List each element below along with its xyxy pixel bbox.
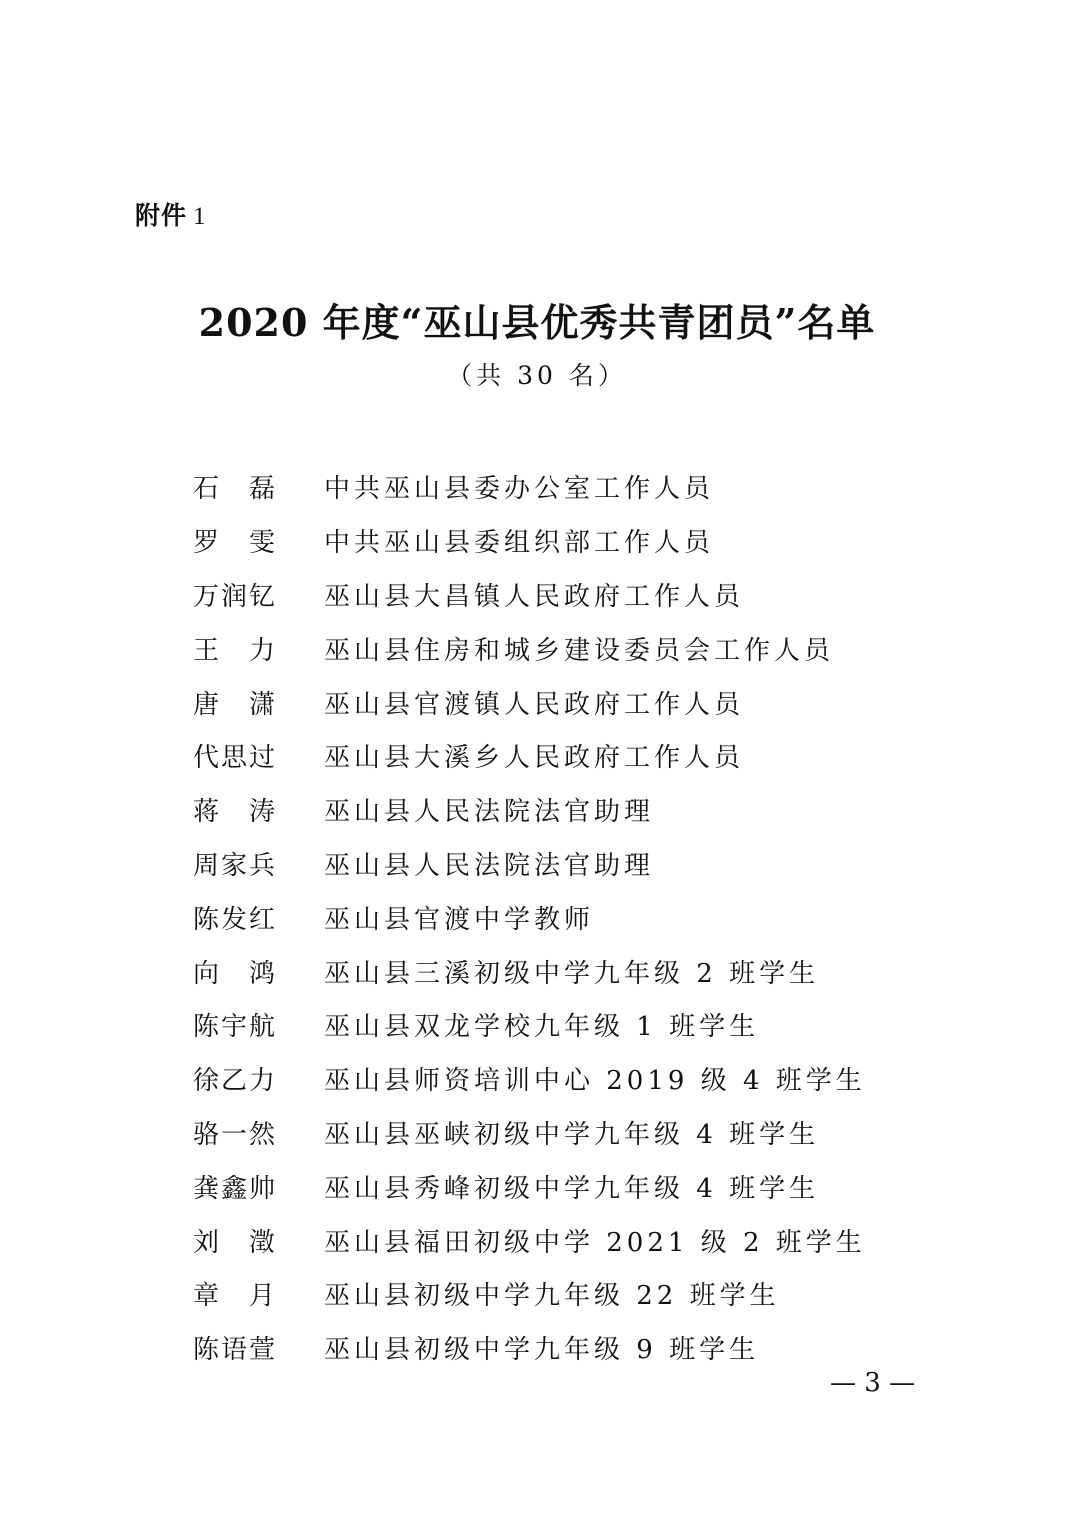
honoree-name: 陈宇航 xyxy=(193,1012,278,1043)
list-item xyxy=(193,998,866,1052)
honoree-list xyxy=(193,460,866,1375)
list-item xyxy=(193,944,866,998)
honoree-unit: 巫山县官渡镇人民政府工作人员 xyxy=(324,689,745,720)
list-item xyxy=(193,1213,866,1267)
list-item xyxy=(193,675,866,729)
attachment-label xyxy=(135,196,207,232)
honoree-name: 代思过 xyxy=(193,743,278,774)
honoree-name: 骆一然 xyxy=(193,1119,278,1150)
honoree-name: 刘澂 xyxy=(193,1227,306,1258)
list-item xyxy=(193,729,866,783)
list-item xyxy=(193,1267,866,1321)
page-number: — 3 — xyxy=(830,1368,916,1398)
honoree-unit: 巫山县人民法院法官助理 xyxy=(324,797,655,828)
honoree-name: 罗雯 xyxy=(193,528,306,559)
honoree-unit: 巫山县住房和城乡建设委员会工作人员 xyxy=(324,635,835,666)
honoree-unit: 巫山县福田初级中学 2021 级 2 班学生 xyxy=(324,1227,866,1258)
honoree-unit: 中共巫山县委办公室工作人员 xyxy=(324,474,715,505)
honoree-unit: 巫山县初级中学九年级 9 班学生 xyxy=(324,1335,760,1366)
list-item xyxy=(193,837,866,891)
honoree-name: 蒋涛 xyxy=(193,797,306,828)
honoree-name: 唐潇 xyxy=(193,689,306,720)
honoree-name: 龚鑫帅 xyxy=(193,1173,278,1204)
list-item xyxy=(193,1159,866,1213)
honoree-unit: 巫山县三溪初级中学九年级 2 班学生 xyxy=(324,958,820,989)
list-item xyxy=(193,1106,866,1160)
list-item xyxy=(193,890,866,944)
honoree-name: 徐乙力 xyxy=(193,1066,278,1097)
honoree-name: 陈语萱 xyxy=(193,1335,278,1366)
honoree-unit: 巫山县人民法院法官助理 xyxy=(324,850,655,881)
honoree-name: 向鸿 xyxy=(193,958,306,989)
list-item xyxy=(193,783,866,837)
honoree-name: 章月 xyxy=(193,1281,306,1312)
honoree-unit: 巫山县大溪乡人民政府工作人员 xyxy=(324,743,745,774)
list-item xyxy=(193,1321,866,1375)
attachment-number: 1 xyxy=(193,203,207,230)
honoree-unit: 巫山县官渡中学教师 xyxy=(324,904,595,935)
honoree-unit: 巫山县巫峡初级中学九年级 4 班学生 xyxy=(324,1119,820,1150)
honoree-name: 陈发红 xyxy=(193,904,278,935)
honoree-unit: 巫山县双龙学校九年级 1 班学生 xyxy=(324,1012,760,1043)
honoree-unit: 中共巫山县委组织部工作人员 xyxy=(324,528,715,559)
honoree-name: 王力 xyxy=(193,635,306,666)
honoree-unit: 巫山县师资培训中心 2019 级 4 班学生 xyxy=(324,1066,866,1097)
honoree-unit: 巫山县初级中学九年级 22 班学生 xyxy=(324,1281,780,1312)
honoree-name: 万润钇 xyxy=(193,581,278,612)
honoree-name: 周家兵 xyxy=(193,850,278,881)
honoree-unit: 巫山县秀峰初级中学九年级 4 班学生 xyxy=(324,1173,820,1204)
list-item xyxy=(193,621,866,675)
honoree-unit: 巫山县大昌镇人民政府工作人员 xyxy=(324,581,745,612)
list-item xyxy=(193,1052,866,1106)
honoree-name: 石磊 xyxy=(193,474,306,505)
document-title: 2020 年度“巫山县优秀共青团员”名单 xyxy=(198,300,876,345)
attachment-text: 附件 xyxy=(135,201,188,230)
list-item xyxy=(193,514,866,568)
document-subtitle: （共 30 名） xyxy=(447,361,627,390)
list-item xyxy=(193,460,866,514)
list-item xyxy=(193,568,866,622)
